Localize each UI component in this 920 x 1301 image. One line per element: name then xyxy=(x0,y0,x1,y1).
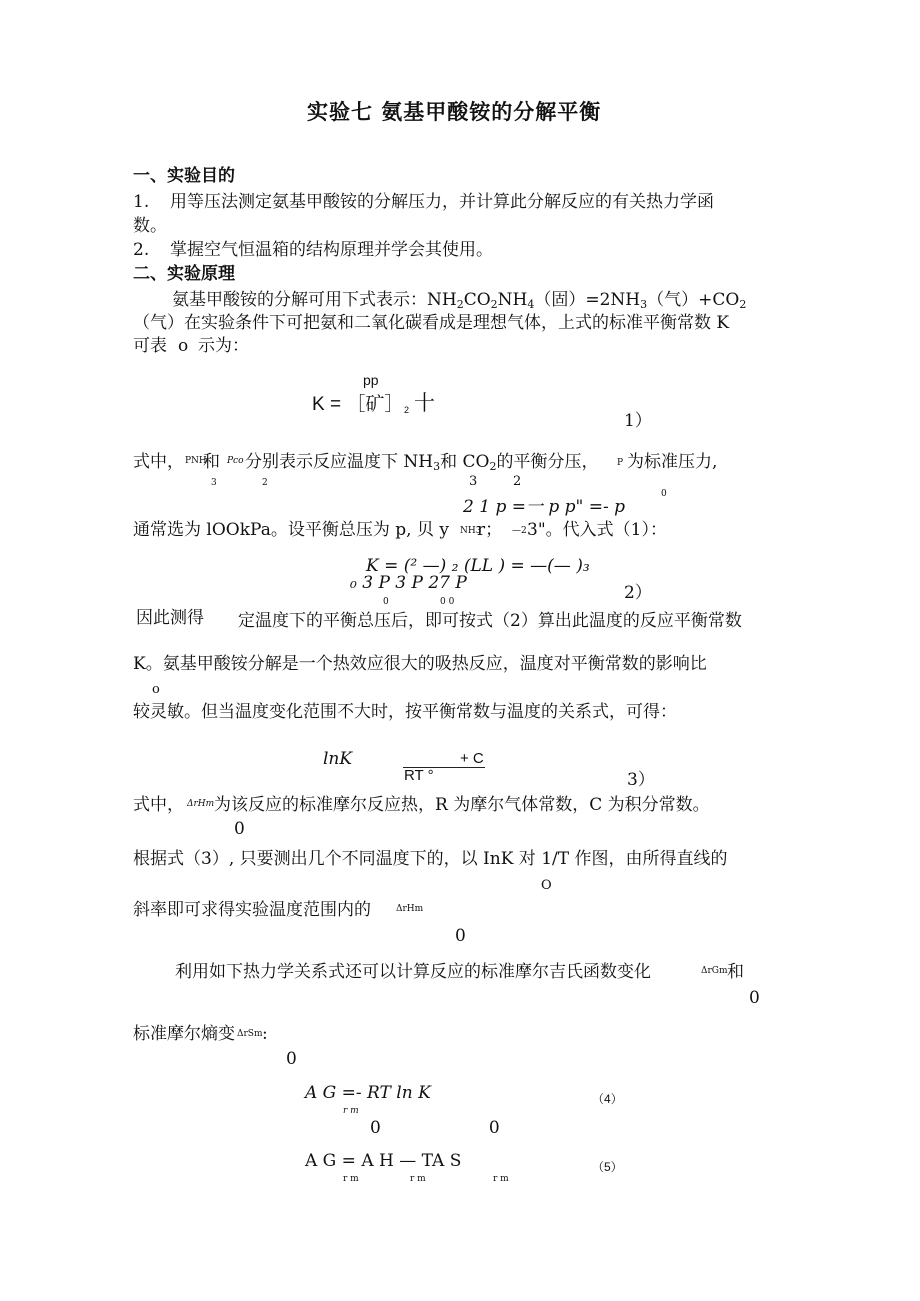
para2-zero: 0 xyxy=(661,489,667,499)
para5-a: 利用如下热力学关系式还可以计算反应的标准摩尔吉氏函数变化 xyxy=(175,962,651,982)
reaction-text-e: （气）+CO xyxy=(647,290,740,310)
eq1-number: 1） xyxy=(624,411,652,431)
section-heading-principle: 二、实验原理 xyxy=(133,264,235,284)
para4-zero: 0 xyxy=(234,819,245,839)
eq2-number: 2） xyxy=(624,583,652,603)
para2-line3-c: 3"。代入式（1）： xyxy=(527,520,667,540)
eq3-number: 3） xyxy=(627,770,655,790)
page-title: 实验七 氨基甲酸铵的分解平衡 xyxy=(307,99,602,124)
paragraph-line-ideal-gas: （气）在实验条件下可把氨和二氧化碳看成是理想气体，上式的标准平衡常数 K xyxy=(133,313,730,333)
reaction-sub-5: 2 xyxy=(739,298,747,311)
para4-c: 根据式（3）, 只要测出几个不同温度下的，以 InK 对 1/T 作图，由所得直线的 xyxy=(133,849,728,869)
para4-delta-h: ΔrHm xyxy=(187,799,215,809)
reaction-sub-3: 4 xyxy=(527,298,535,311)
eq1-main: K = ［矿］ xyxy=(312,394,404,415)
eq1-pp: pp xyxy=(363,372,379,388)
para4-a: 式中， xyxy=(133,795,184,815)
eq4-sub: r m xyxy=(343,1106,359,1116)
para2-e xyxy=(245,452,598,472)
para2-and: 和 xyxy=(203,452,220,472)
para5-c: 标准摩尔熵变 xyxy=(133,1024,235,1044)
para5-and: 和 xyxy=(727,962,744,982)
para2-e-sub: 3 xyxy=(433,460,441,473)
reaction-text-b: CO xyxy=(463,290,491,310)
para3-b: 定温度下的平衡总压后，即可按式（2）算出此温度的反应平衡常数 xyxy=(238,611,742,631)
eq4-formula: A G =- RT ln K xyxy=(305,1083,431,1103)
eq2-line1: K = (² —) ₂ (LL ) = —(— )₃ xyxy=(366,556,590,576)
para2-f-sub: 2 xyxy=(489,460,497,473)
para5-colon: : xyxy=(262,1024,268,1044)
para2-f-text: 和 CO xyxy=(440,452,490,472)
list-item-1-text: 用等压法测定氨基甲酸铵的分解压力，并计算此分解反应的有关热力学函 xyxy=(170,192,714,212)
para2-sub-3b: 3 xyxy=(469,474,478,489)
eq5-sub-3: r m xyxy=(493,1174,509,1184)
list-number-1: 1. xyxy=(133,192,150,212)
para3-e: 较灵敏。但当温度变化范围不大时，按平衡常数与温度的关系式，可得： xyxy=(133,702,677,722)
para3-a: 因此测得 xyxy=(136,608,204,628)
para2-standard-pressure: 为标准压力, xyxy=(627,452,718,472)
reaction-sub-1: 2 xyxy=(456,298,464,311)
para2-pco: Pco xyxy=(227,456,244,466)
para3-c: K。氨基甲酸铵分解是一个热效应很大的吸热反应，温度对平衡常数的影响比 xyxy=(133,654,707,674)
para5-zero-2: 0 xyxy=(286,1049,297,1069)
reaction-equation-line xyxy=(172,290,746,310)
paragraph-line-expressed-o: o xyxy=(178,336,189,356)
paragraph-line-expressed-a: 可表 xyxy=(133,336,167,356)
eq5-sub-1: r m xyxy=(343,1174,359,1184)
eq2-line2: ₀ 3 P 3 P 27 P xyxy=(350,573,467,593)
para4-d: 斜率即可求得实验温度范围内的 xyxy=(133,900,371,920)
eq4-zeros: 0 0 xyxy=(370,1118,500,1138)
eq2-small-zero: 0 xyxy=(383,597,389,607)
section-heading-purpose: 一、实验目的 xyxy=(133,166,235,186)
para2-sub-3a: 3 xyxy=(211,478,217,488)
para2-formula-fragment: 2 1 p =一 p p" =- p xyxy=(463,497,626,517)
list-item-2-text: 掌握空气恒温箱的结构原理并学会其使用。 xyxy=(170,240,493,260)
eq4-number: （4） xyxy=(592,1092,623,1106)
eq2-small-double-zero: 0 0 xyxy=(440,597,455,607)
reaction-text-d: （固）=2NH xyxy=(534,290,641,310)
eq5-formula: A G = A H — TA S xyxy=(305,1151,462,1171)
list-number-2: 2. xyxy=(133,240,150,260)
para2-line3-a: 通常选为 lOOkPa。设平衡总压为 p, 贝 y xyxy=(133,520,449,540)
reaction-sub-4: 3 xyxy=(640,298,648,311)
para2-a: 式中， xyxy=(133,452,184,472)
eq5-number: （5） xyxy=(592,1160,623,1174)
paragraph-line-expressed-b: 示为： xyxy=(198,336,249,356)
para2-line3-minus2: —2 xyxy=(512,526,527,536)
eq3-plus-c: + C xyxy=(460,750,484,767)
para4-o: O xyxy=(541,878,552,893)
eq1-sub: 2 xyxy=(404,405,410,415)
para2-p-small: P xyxy=(617,458,624,468)
reaction-text-c: NH xyxy=(497,290,528,310)
para2-pnh: PNH xyxy=(185,456,207,466)
para4-zero-2: 0 xyxy=(455,926,466,946)
reaction-text-a: 氨基甲酸铵的分解可用下式表示：NH xyxy=(172,290,457,310)
para5-zero: 0 xyxy=(749,988,760,1008)
para4-b: 为该反应的标准摩尔反应热，R 为摩尔气体常数，C 为积分常数。 xyxy=(214,795,710,815)
para2-line3-b: r； xyxy=(477,520,503,540)
eq1-plus: 十 xyxy=(414,392,435,415)
para2-e-text: 分别表示反应温度下 NH xyxy=(245,452,434,472)
eq5-sub-2: r m xyxy=(410,1174,426,1184)
eq3-rt: RT ° xyxy=(404,767,434,784)
list-item-1-continuation: 数。 xyxy=(133,216,167,236)
eq3-lnk: lnK xyxy=(323,749,353,769)
para4-delta-h-2: ΔrHm xyxy=(396,904,424,914)
reaction-sub-2: 2 xyxy=(490,298,498,311)
para2-line3-nh3: NH3 xyxy=(460,526,482,536)
para3-o: o xyxy=(152,682,160,697)
para5-delta-s: ΔrSm xyxy=(237,1029,263,1039)
para5-delta-g: ΔrGm xyxy=(701,966,728,976)
para2-sub-2b: 2 xyxy=(513,474,522,489)
para2-g-text: 的平衡分压， xyxy=(496,452,599,472)
para2-sub-2a: 2 xyxy=(262,478,268,488)
